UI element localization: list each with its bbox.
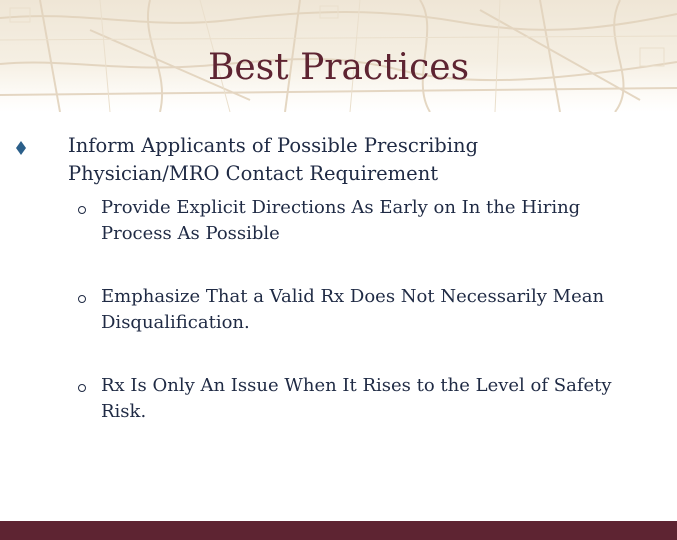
footer-bar (0, 521, 677, 540)
hollow-circle-bullet-icon (78, 206, 86, 214)
sub-bullet-1: Provide Explicit Directions As Early on In the Hiring Process As Possible (101, 197, 581, 244)
diamond-bullet-icon (15, 140, 27, 156)
hollow-circle-bullet-icon (78, 384, 86, 392)
main-bullet-text: Inform Applicants of Possible Prescribing Physician/MRO Contact Requirement (68, 134, 479, 185)
sub-bullet-3: Rx Is Only An Issue When It Rises to the Level of Safety Risk. (101, 375, 612, 422)
sub-bullet-2: Emphasize That a Valid Rx Does Not Necessarily Mean Disqualification. (101, 286, 605, 333)
slide-title: Best Practices (207, 47, 470, 88)
hollow-circle-bullet-icon (78, 295, 86, 303)
